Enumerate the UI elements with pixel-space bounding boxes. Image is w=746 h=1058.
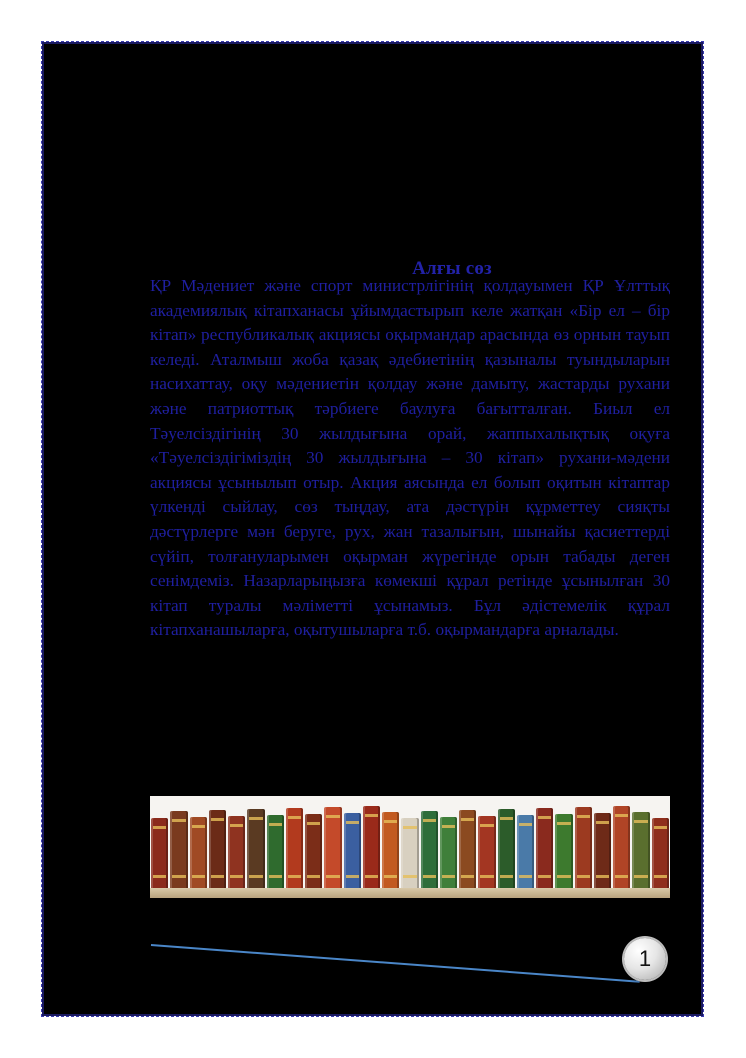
book-spine <box>344 813 361 888</box>
bookshelf-image <box>150 796 670 898</box>
book-spine <box>555 814 572 888</box>
book-spine <box>247 809 264 888</box>
book-spine <box>170 811 187 888</box>
book-spine <box>613 806 630 888</box>
book-spine <box>632 812 649 888</box>
page-number-badge <box>624 938 666 980</box>
page-title: Алғы сөз <box>412 258 492 279</box>
book-spine <box>594 813 611 888</box>
book-spine <box>363 806 380 888</box>
footer-rule <box>151 944 640 983</box>
book-spine <box>286 808 303 888</box>
shelf-base <box>150 888 670 898</box>
book-spine <box>190 817 207 888</box>
book-spine <box>421 811 438 888</box>
book-spine <box>536 808 553 888</box>
book-spine <box>517 815 534 888</box>
body-paragraph: ҚР Мәдениет және спорт министрлігінің қолдауымен ҚР Ұлттық академиялық кітапханасы ұйымдастырып келе жатқан «Бір ел – бір кітап» республикалық акциясы оқырмандар арасында өз орнын тауып келеді. Аталмыш жоба қазақ әдебиетінің қазыналы туындыларын насихаттау, оқу мәдениетін қолдау және дамыту, жастарды рухани және патриоттық тәрбиеге баулуға бағытталған. Биыл ел Тәуелсіздігінің 30 жылдығына орай, жаппыхалықтық оқуға «Тәуелсіздігіміздің 30 жылдығына – 30 кітап» рухани-мәдени акциясы ұсынылып отыр. Акция аясында ел болып оқитын кітаптар үлкенді сыйлау, сөз тыңдау, ата дәстүрін құрметтеу сияқты дәстүрлерге мән беруге, рух, жан тазалығын, шынайы қасиеттерді сүйіп, толғануларымен оқырман жүрегінде орын табады деген сенімдеміз. Назарларыңызға көмекші құрал ретінде ұсынылған 30 кітап туралы мәліметті ұсынамыз. Бұл әдістемелік құрал кітапханашыларға, оқытушыларға т.б. оқырмандарға арналады. <box>150 276 670 640</box>
book-spine <box>575 807 592 888</box>
book-spine <box>209 810 226 888</box>
book-spine <box>151 818 168 888</box>
book-spine <box>305 814 322 888</box>
page-number: 1 <box>638 946 652 971</box>
book-spine <box>228 816 245 888</box>
book-spine <box>459 810 476 888</box>
document-page <box>42 42 703 1016</box>
book-spine <box>267 815 284 888</box>
book-spine <box>324 807 341 888</box>
book-spine <box>440 817 457 888</box>
book-spine <box>401 818 418 888</box>
book-spine <box>382 812 399 888</box>
book-spine <box>498 809 515 888</box>
book-spine <box>478 816 495 888</box>
book-spine <box>652 818 669 888</box>
